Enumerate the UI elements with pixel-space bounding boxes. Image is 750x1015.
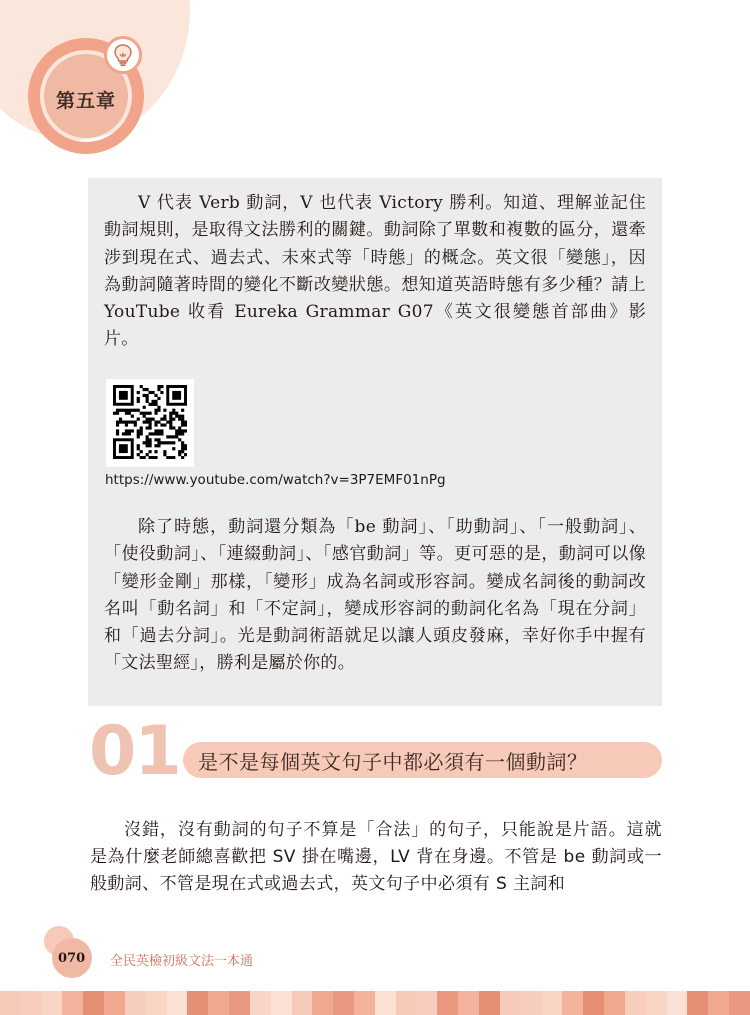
footer-stripe — [646, 991, 667, 1015]
footer-stripe — [104, 991, 125, 1015]
footer-stripe — [271, 991, 292, 1015]
footer-stripe — [167, 991, 188, 1015]
footer-stripe — [708, 991, 729, 1015]
book-title: 全民英檢初級文法一本通 — [110, 954, 254, 969]
intro-box — [88, 178, 662, 706]
footer-stripe — [42, 991, 63, 1015]
footer-stripe — [83, 991, 104, 1015]
qr-code[interactable] — [106, 379, 194, 467]
footer-stripe — [312, 991, 333, 1015]
footer-stripe — [437, 991, 458, 1015]
footer-stripe — [562, 991, 583, 1015]
footer-stripe — [667, 991, 688, 1015]
page-number: 070 — [58, 951, 86, 966]
lightbulb-icon — [112, 43, 134, 67]
chapter-label: 第五章 — [56, 90, 117, 112]
footer-stripe — [417, 991, 438, 1015]
qr-code-image — [113, 385, 187, 459]
question-number: 01 — [89, 712, 180, 791]
footer-stripes — [0, 991, 750, 1015]
intro-paragraph-2: 除了時態，動詞還分類為「be 動詞」、「助動詞」、「一般動詞」、「使役動詞」、「連綴動詞」、「感官動詞」等。更可惡的是，動詞可以像「變形金剛」那樣，「變形」成為名詞或形容詞。變成名詞後的動詞改名叫「動名詞」和「不定詞」，變成形容詞的動詞化名為「現在分詞」和「過去分詞」。光是動詞術語就足以讓人頭皮發麻，幸好你手中握有「文法聖經」，勝利是屬於你的。 — [104, 517, 646, 674]
footer-stripe — [500, 991, 521, 1015]
answer-paragraph: 沒錯，沒有動詞的句子不算是「合法」的句子，只能說是片語。這就是為什麼老師總喜歡把 SV 掛在嘴邊，LV 背在身邊。不管是 be 動詞或一般動詞、不管是現在式或過去式，英文句子中必須有 S 主詞和 — [90, 820, 662, 894]
footer-stripe — [521, 991, 542, 1015]
question-title: 是不是每個英文句子中都必須有一個動詞？ — [198, 750, 588, 774]
footer-stripe — [333, 991, 354, 1015]
footer-stripe — [396, 991, 417, 1015]
footer-stripe — [187, 991, 208, 1015]
footer-stripe — [0, 991, 21, 1015]
footer-stripe — [458, 991, 479, 1015]
video-url[interactable]: https://www.youtube.com/watch?v=3P7EMF01nPg — [105, 472, 446, 488]
footer-stripe — [687, 991, 708, 1015]
footer-stripe — [62, 991, 83, 1015]
footer-stripe — [604, 991, 625, 1015]
footer-stripe — [292, 991, 313, 1015]
footer-stripe — [542, 991, 563, 1015]
footer-stripe — [583, 991, 604, 1015]
lightbulb-badge — [104, 36, 142, 74]
intro-paragraph-1: V 代表 Verb 動詞，V 也代表 Victory 勝利。知道、理解並記住動詞規則，是取得文法勝利的關鍵。動詞除了單數和複數的區分，還牽涉到現在式、過去式、未來式等「時態」的概念。英文很「變態」，因為動詞隨著時間的變化不斷改變狀態。想知道英語時態有多少種？請上 YouTube 收看 Eureka Grammar G07《英文很變態首部曲》影片。 — [104, 193, 646, 350]
footer-stripe — [625, 991, 646, 1015]
footer-stripe — [21, 991, 42, 1015]
footer-stripe — [208, 991, 229, 1015]
footer-stripe — [125, 991, 146, 1015]
footer-stripe — [354, 991, 375, 1015]
footer-stripe — [250, 991, 271, 1015]
footer-stripe — [479, 991, 500, 1015]
footer-stripe — [146, 991, 167, 1015]
footer-stripe — [375, 991, 396, 1015]
footer-stripe — [729, 991, 750, 1015]
footer-stripe — [229, 991, 250, 1015]
